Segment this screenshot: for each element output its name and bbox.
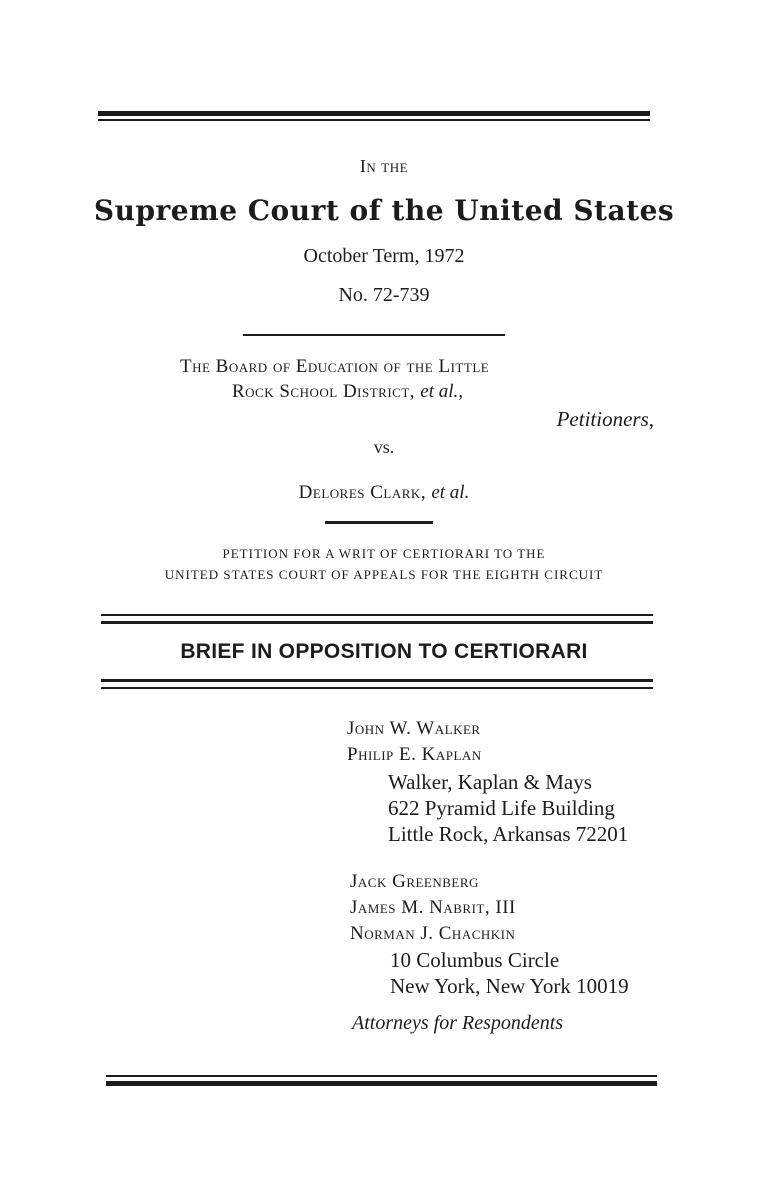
petition-line-2: UNITED STATES COURT OF APPEALS FOR THE EIGHTH CIRCUIT bbox=[164, 567, 604, 582]
brief-rule-bottom-2 bbox=[101, 687, 653, 689]
address-line: Little Rock, Arkansas 72201 bbox=[388, 822, 629, 846]
brief-rule-top-1 bbox=[101, 614, 653, 616]
top-rule-thick bbox=[98, 111, 650, 116]
versus: vs. bbox=[373, 437, 395, 457]
respondent-line bbox=[0, 482, 768, 504]
docket-number: No. 72-739 bbox=[338, 284, 430, 306]
attorney-name: Jack Greenberg bbox=[350, 871, 479, 892]
respondent-et-al: et al. bbox=[431, 482, 470, 503]
petitioner-line-2-text: Rock School District, bbox=[232, 381, 421, 402]
petitioner-line-1: The Board of Education of the Little bbox=[180, 356, 490, 377]
address-line: 622 Pyramid Life Building bbox=[388, 796, 615, 820]
address-line: Walker, Kaplan & Mays bbox=[388, 770, 592, 794]
top-rule-thin bbox=[98, 119, 650, 121]
petition-line-1: PETITION FOR A WRIT OF CERTIORARI TO THE bbox=[222, 546, 546, 561]
attorney-name: James M. Nabrit, III bbox=[350, 897, 516, 918]
caption-divider bbox=[325, 521, 433, 524]
court-name: Supreme Court of the United States bbox=[93, 194, 675, 227]
attorney-name: John W. Walker bbox=[347, 718, 481, 739]
brief-title: BRIEF IN OPPOSITION TO CERTIORARI bbox=[180, 640, 588, 663]
brief-rule-bottom-1 bbox=[101, 679, 653, 682]
petitioner-role: Petitioners, bbox=[556, 407, 654, 431]
attorneys-role: Attorneys for Respondents bbox=[352, 1012, 564, 1034]
petitioner-et-al: et al., bbox=[420, 381, 464, 402]
bottom-rule-thick bbox=[106, 1081, 657, 1086]
petitioner-line-2 bbox=[232, 381, 463, 403]
address-line: New York, New York 10019 bbox=[390, 974, 629, 998]
address-line: 10 Columbus Circle bbox=[390, 948, 560, 972]
respondent-name: Delores Clark, bbox=[298, 482, 432, 503]
term: October Term, 1972 bbox=[303, 245, 465, 267]
header-divider bbox=[243, 334, 505, 336]
attorney-name: Philip E. Kaplan bbox=[347, 744, 482, 765]
attorney-name: Norman J. Chachkin bbox=[350, 923, 516, 944]
bottom-rule-thin bbox=[106, 1075, 657, 1077]
brief-rule-top-2 bbox=[101, 621, 653, 624]
in-the-label: In the bbox=[359, 156, 409, 176]
